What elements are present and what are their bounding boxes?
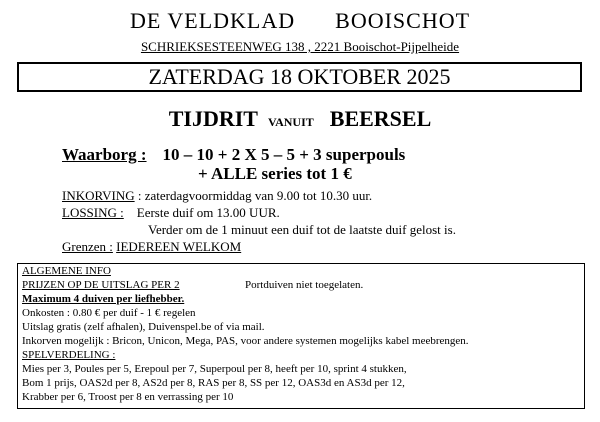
club-name-part1: DE VELDKLAD (129, 8, 296, 33)
spel-line-1: Mies per 3, Poules per 5, Erepoul per 7, Superpoul per 8, heeft per 10, sprint 4 stukken, (22, 363, 407, 375)
race-title (0, 106, 600, 132)
grenzen-label: Grenzen : (62, 239, 113, 254)
spel-line-3: Krabber per 6, Troost per 8 en verrassing per 10 (22, 391, 234, 403)
spel-line-2: Bom 1 prijs, OAS2d per 8, AS2d per 8, RAS per 8, SS per 12, OAS3d en AS3d per 12, (22, 377, 405, 389)
inkorving-line (62, 188, 372, 204)
club-address: SCHRIEKSESTEENWEG 138 , 2221 Booischot-Pijpelheide (140, 39, 460, 54)
guarantee-label: Waarborg : (62, 145, 147, 164)
inkorving-label: INKORVING (62, 188, 135, 203)
inkorving-text: : zaterdagvoormiddag van 9.00 tot 10.30 uur. (137, 188, 373, 203)
info-prizes: PRIJZEN OP DE UITSLAG PER 2 (22, 279, 180, 291)
guarantee-line (62, 145, 405, 165)
info-heading: ALGEMENE INFO (22, 265, 111, 277)
info-maximum: Maximum 4 duiven per liefhebber. (22, 293, 185, 305)
lossing-line (62, 205, 280, 221)
club-name-part2: BOOISCHOT (335, 8, 471, 33)
guarantee-series: + ALLE series tot 1 € (198, 164, 352, 183)
grenzen-line (62, 239, 241, 255)
race-date: ZATERDAG 18 OKTOBER 2025 (148, 64, 451, 89)
club-name (0, 8, 600, 34)
race-place: BEERSEL (329, 106, 432, 131)
race-from-label: VANUIT (267, 115, 314, 129)
guarantee-value: 10 – 10 + 2 X 5 – 5 + 3 superpouls (162, 145, 406, 164)
race-type: TIJDRIT (168, 106, 258, 131)
info-systems: Inkorven mogelijk : Bricon, Unicon, Mega, PAS, voor andere systemen mogelijks kabel meebrengen. (22, 335, 469, 347)
spel-heading: SPELVERDELING : (22, 349, 116, 361)
grenzen-text: IEDEREEN WELKOM (116, 239, 242, 254)
info-results: Uitslag gratis (zelf afhalen), Duivenspel.be of via mail. (22, 321, 265, 333)
lossing-text: Eerste duif om 13.00 UUR. (136, 205, 280, 220)
verder-line: Verder om de 1 minuut een duif tot de laatste duif gelost is. (148, 222, 456, 237)
info-costs: Onkosten : 0.80 € per duif - 1 € regelen (22, 307, 196, 319)
info-no-carrier: Portduiven niet toegelaten. (245, 279, 364, 291)
race-date-box (17, 62, 582, 92)
lossing-label: LOSSING : (62, 205, 124, 220)
